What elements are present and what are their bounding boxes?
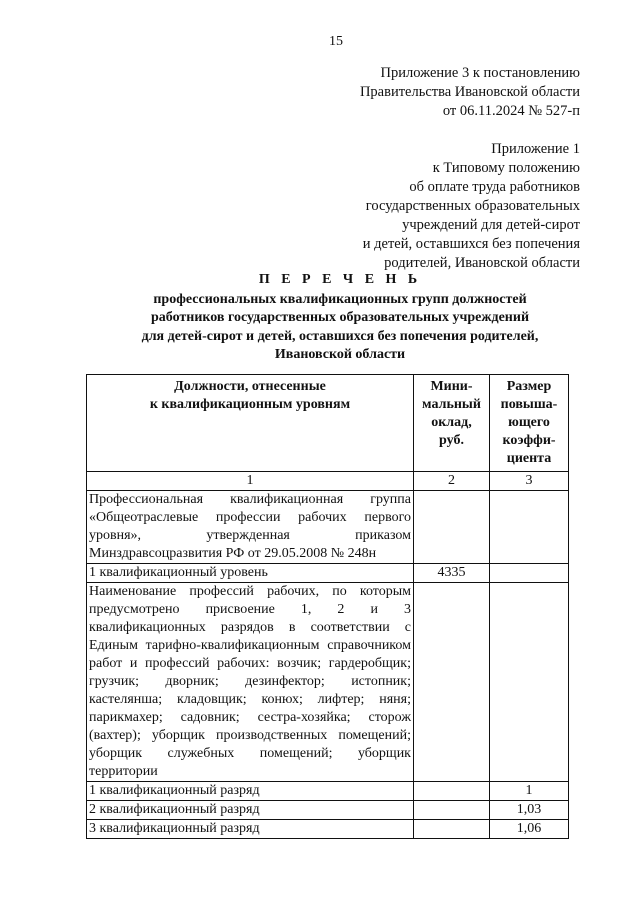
header-coefficient-line: циента — [506, 451, 552, 466]
row-salary: 4335 — [414, 564, 490, 583]
appendix-1-line: и детей, оставшихся без попечения — [362, 236, 580, 252]
row-coefficient: 1,03 — [490, 801, 569, 820]
column-number: 3 — [490, 472, 569, 491]
title-line: для детей-сирот и детей, оставшихся без попечения родителей, — [141, 328, 539, 344]
row-position-name: 3 квалификационный разряд — [87, 820, 414, 839]
appendix-1-line: родителей, Ивановской области — [384, 255, 580, 271]
row-position-name: Наименование профессий рабочих, по которым предусмотрено присвоение 1, 2 и 3 квалификационных разрядов в соответствии с Единым тарифно-квалификационным справочником работ и профессий рабочих: возчик; гардеробщик; грузчик; дворник; дезинфектор; истопник; кастелянша; кладовщик; конюх; лифтер; няня; парикмахер; садовник; сестра-хозяйка; сторож (вахтер); уборщик производственных помещений; уборщик служебных помещений; уборщик территории — [87, 583, 414, 782]
document-title — [90, 271, 590, 365]
table-row — [87, 564, 569, 583]
appendix-3-header — [360, 64, 580, 121]
row-salary — [414, 782, 490, 801]
row-salary — [414, 583, 490, 782]
header-positions-line: к квалификационным уровням — [149, 397, 351, 412]
appendix-1-line: Приложение 1 — [491, 141, 580, 157]
header-salary-line: оклад, — [431, 415, 472, 430]
appendix-1-header — [363, 140, 580, 273]
title-heading: П Е Р Е Ч Е Н Ь — [258, 272, 422, 287]
row-coefficient — [490, 564, 569, 583]
header-positions-line: Должности, отнесенные — [174, 379, 326, 394]
table-row — [87, 801, 569, 820]
column-number: 1 — [87, 472, 414, 491]
header-coefficient — [490, 375, 569, 472]
row-coefficient — [490, 583, 569, 782]
appendix-1-line: государственных образовательных — [365, 198, 580, 214]
header-salary — [414, 375, 490, 472]
row-position-name: 1 квалификационный уровень — [87, 564, 414, 583]
row-salary — [414, 801, 490, 820]
row-position-name: 2 квалификационный разряд — [87, 801, 414, 820]
header-coefficient-line: коэффи- — [502, 433, 556, 448]
title-line: Ивановской области — [274, 347, 406, 362]
title-line: работников государственных образовательных учреждений — [150, 310, 530, 325]
table-row — [87, 782, 569, 801]
appendix-3-line: Приложение 3 к постановлению — [380, 65, 580, 81]
column-number: 2 — [414, 472, 490, 491]
row-coefficient — [490, 491, 569, 564]
table-row — [87, 583, 569, 782]
title-line: профессиональных квалификационных групп должностей — [153, 291, 527, 307]
row-coefficient: 1 — [490, 782, 569, 801]
row-position-name: 1 квалификационный разряд — [87, 782, 414, 801]
row-coefficient: 1,06 — [490, 820, 569, 839]
row-salary — [414, 491, 490, 564]
positions-table — [86, 374, 569, 839]
header-salary-line: мальный — [422, 397, 481, 412]
table-row — [87, 820, 569, 839]
header-coefficient-line: повыша- — [500, 397, 558, 412]
table-header-row — [87, 375, 569, 472]
column-number-row — [87, 472, 569, 491]
appendix-1-line: об оплате труда работников — [409, 179, 580, 195]
page-number: 15 — [329, 34, 343, 49]
table-row — [87, 491, 569, 564]
appendix-3-line: от 06.11.2024 № 527-п — [442, 103, 580, 119]
appendix-3-line: Правительства Ивановской области — [359, 84, 580, 100]
appendix-1-line: к Типовому положению — [432, 160, 580, 176]
header-salary-line: руб. — [439, 433, 464, 448]
row-position-name: Профессиональная квалификационная группа «Общеотраслевые профессии рабочих первого уровня», утвержденная приказом Минздравсоцразвития РФ от 29.05.2008 № 248н — [87, 491, 414, 564]
header-positions — [87, 375, 414, 472]
row-salary — [414, 820, 490, 839]
appendix-1-line: учреждений для детей-сирот — [402, 217, 580, 233]
header-coefficient-line: ющего — [508, 415, 550, 430]
header-salary-line: Мини- — [430, 379, 473, 394]
header-coefficient-line: Размер — [506, 379, 552, 394]
